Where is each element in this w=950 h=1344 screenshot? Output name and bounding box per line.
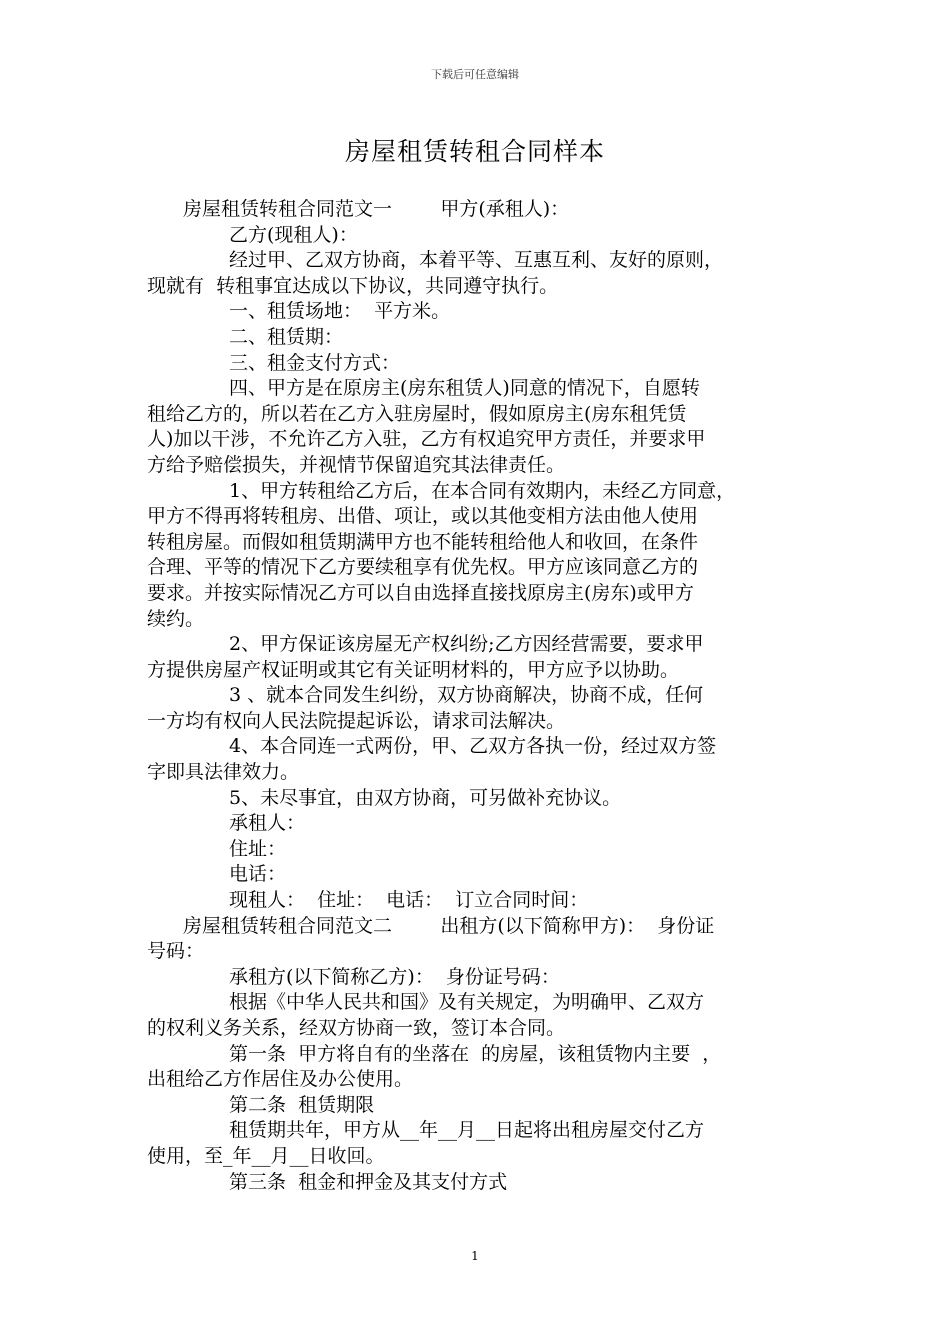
body-line: 现租人： 住址： 电话： 订立合同时间： bbox=[229, 889, 589, 912]
body-line: 根据《中华人民共和国》及有关规定，为明确甲、乙双方 bbox=[229, 991, 705, 1014]
body-line: 使用，至_年__月__日收回。 bbox=[147, 1144, 385, 1167]
page-header: 下载后可任意编辑 bbox=[431, 68, 519, 81]
body-line: 3 、就本合同发生纠纷，双方协商解决，协商不成，任何 bbox=[229, 684, 704, 707]
body-line: 电话： bbox=[229, 863, 287, 886]
body-line: 字即具法律效力。 bbox=[147, 761, 300, 784]
body-line: 租赁期共年，甲方从__年__月__日起将出租房屋交付乙方 bbox=[229, 1119, 705, 1142]
body-line: 出租给乙方作居住及办公使用。 bbox=[147, 1068, 414, 1091]
body-line: 住址： bbox=[229, 837, 287, 860]
body-line: 号码： bbox=[147, 940, 205, 963]
body-line: 续约。 bbox=[147, 607, 205, 630]
body-line: 房屋租赁转租合同范文二 出租方(以下简称甲方)： 身份证 bbox=[183, 914, 715, 937]
body-line: 合理、平等的情况下乙方要续租享有优先权。甲方应该同意乙方的 bbox=[147, 556, 699, 579]
body-line: 四、甲方是在原房主(房东租赁人)同意的情况下，自愿转 bbox=[229, 377, 700, 400]
document-body bbox=[147, 197, 807, 1195]
body-line: 转租房屋。而假如租赁期满甲方也不能转租给他人和收回，在条件 bbox=[147, 530, 699, 553]
body-line: 1、甲方转租给乙方后，在本合同有效期内，未经乙方同意， bbox=[229, 479, 736, 502]
body-line: 承租人： bbox=[229, 812, 306, 835]
page-number: 1 bbox=[471, 1249, 479, 1263]
body-line: 现就有 转租事宜达成以下协议，共同遵守执行。 bbox=[147, 274, 559, 297]
body-line: 方提供房屋产权证明或其它有关证明材料的，甲方应予以协助。 bbox=[147, 658, 680, 681]
body-line: 第三条 租金和押金及其支付方式 bbox=[229, 1170, 508, 1193]
body-line: 方给予赔偿损失，并视情节保留追究其法律责任。 bbox=[147, 453, 566, 476]
body-line: 承租方(以下简称乙方)： 身份证号码： bbox=[229, 965, 560, 988]
body-line: 甲方不得再将转租房、出借、项让，或以其他变相方法由他人使用 bbox=[147, 505, 699, 528]
body-line: 乙方(现租人)： bbox=[229, 223, 358, 246]
body-line: 一方均有权向人民法院提起诉讼，请求司法解决。 bbox=[147, 709, 566, 732]
document-title: 房屋租赁转租合同样本 bbox=[344, 137, 605, 166]
body-line: 人)加以干涉，不允许乙方入驻，乙方有权追究甲方责任，并要求甲 bbox=[147, 428, 706, 451]
body-line: 租给乙方的，所以若在乙方入驻房屋时，假如原房主(房东租凭赁 bbox=[147, 402, 687, 425]
body-line: 4、本合同连一式两份，甲、乙双方各执一份，经过双方签 bbox=[229, 735, 717, 758]
body-line: 三、租金支付方式： bbox=[229, 351, 401, 374]
body-line: 房屋租赁转租合同范文一 甲方(承租人)： bbox=[183, 198, 570, 220]
body-line: 二、租赁期： bbox=[229, 325, 344, 348]
body-line: 要求。并按实际情况乙方可以自由选择直接找原房主(房东)或甲方 bbox=[147, 581, 694, 604]
body-line: 经过甲、乙双方协商，本着平等、互惠互利、友好的原则， bbox=[229, 249, 724, 272]
body-line: 2、甲方保证该房屋无产权纠纷;乙方因经营需要，要求甲 bbox=[229, 633, 704, 656]
body-line: 的权利义务关系，经双方协商一致，签订本合同。 bbox=[147, 1017, 566, 1039]
body-line: 第一条 甲方将自有的坐落在 的房屋，该租赁物内主要 ， bbox=[229, 1042, 722, 1065]
body-line: 5、未尽事宜，由双方协商，可另做补充协议。 bbox=[229, 786, 622, 809]
body-line: 第二条 租赁期限 bbox=[229, 1093, 375, 1116]
body-line: 一、租赁场地： 平方米。 bbox=[229, 300, 451, 323]
